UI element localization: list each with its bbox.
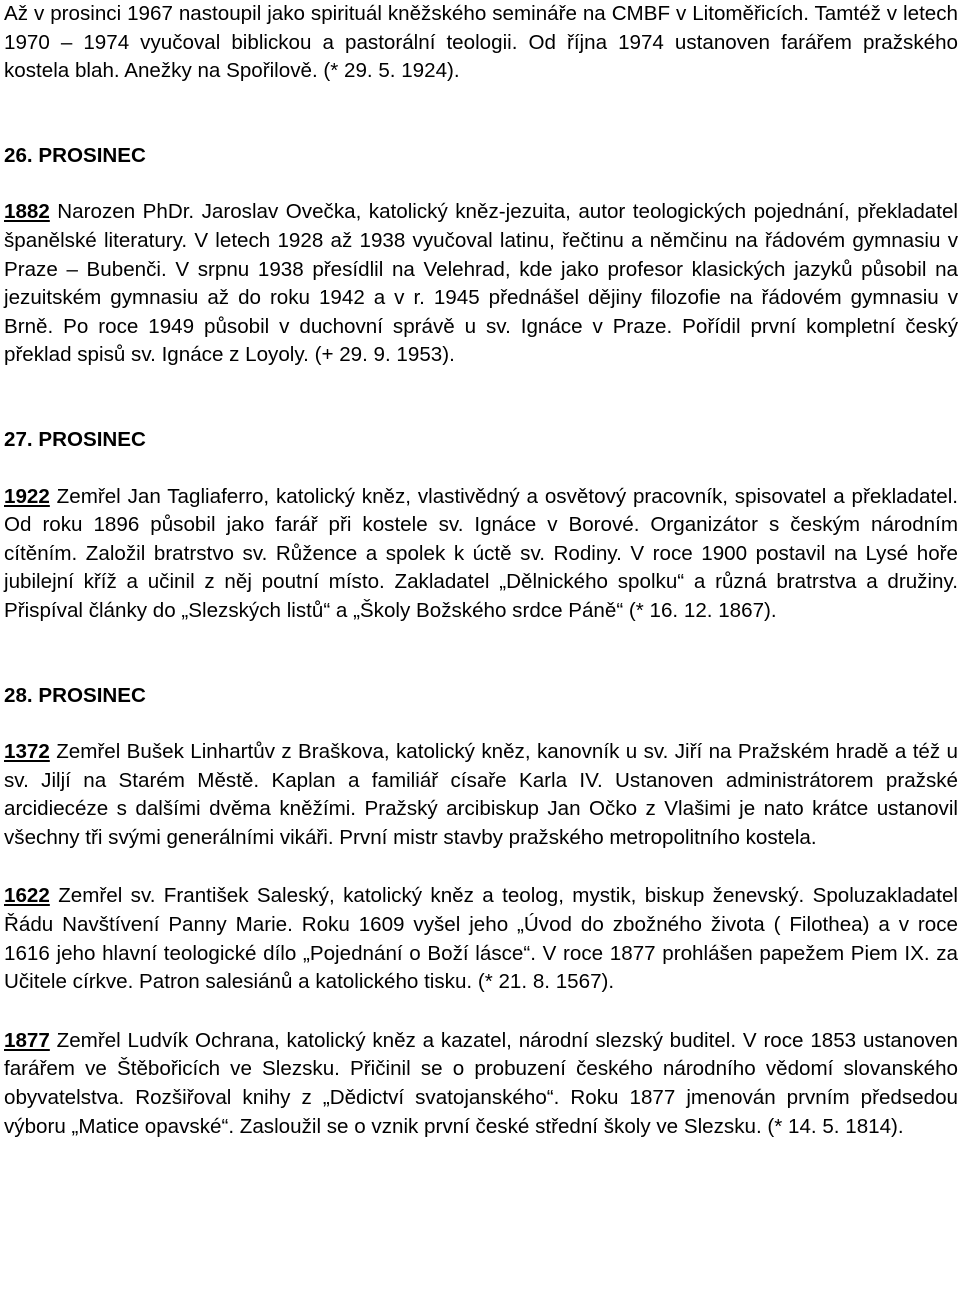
entry-paragraph — [4, 198, 958, 370]
intro-paragraph: Až v prosinci 1967 nastoupil jako spirituál kněžského semináře na CMBF v Litoměřicích. Tamtéž v letech 1970 – 1974 vyučoval biblickou a pastorální teologii. Od října 1974 ustanoven farářem pražského kostela blah. Anežky na Spořilově. (* 29. 5. 1924). — [4, 2, 958, 83]
entry-text: Zemřel sv. František Saleský, katolický kněz a teolog, mystik, biskup ženevský. Spoluzakladatel Řádu Navštívení Panny Marie. Roku 1609 vyšel jeho „Úvod do zbožného života ( Filothea) a v roce 1616 jeho hlavní teologické dílo „Pojednání o Boží lásce“. V roce 1877 prohlášen papežem Piem IX. za Učitele církve. Patron salesiánů a katolického tisku. (* 21. 8. 1567). — [4, 884, 958, 994]
section-27-prosinec — [4, 426, 958, 626]
section-spacer — [4, 626, 958, 682]
entry-spacer — [4, 997, 958, 1027]
heading-spacer — [4, 170, 958, 198]
section-26-prosinec — [4, 142, 958, 370]
section-28-prosinec — [4, 682, 958, 1142]
section-heading: 28. PROSINEC — [4, 683, 146, 707]
entry-year: 1922 — [4, 484, 50, 508]
heading-spacer — [4, 710, 958, 738]
entry-paragraph — [4, 882, 958, 996]
entry-text: Narozen PhDr. Jaroslav Ovečka, katolický kněz-jezuita, autor teologických pojednání, překladatel španělské literatury. V letech 1928 až 1938 vyučoval latinu, řečtinu a němčinu na řádovém gymnasiu v Praze – Bubenči. V srpnu 1938 přesídlil na Velehrad, kde jako profesor klasických jazyků působil na jezuitském gymnasiu až do roku 1942 a v r. 1945 přednášel dějiny filozofie na řádovém gymnasiu v Brně. Po roce 1949 působil v duchovní správě u sv. Ignáce v Praze. Pořídil první kompletní český překlad spisů sv. Ignáce z Loyoly. (+ 29. 9. 1953). — [4, 200, 958, 367]
entry-year: 1622 — [4, 884, 50, 908]
entry-paragraph — [4, 738, 958, 852]
section-spacer — [4, 370, 958, 426]
section-spacer — [4, 86, 958, 142]
section-heading: 26. PROSINEC — [4, 143, 146, 167]
entry-text: Zemřel Jan Tagliaferro, katolický kněz, vlastivědný a osvětový pracovník, spisovatel a překladatel. Od roku 1896 působil jako farář při kostele sv. Ignáce v Borové. Organizátor s českým národním cítěním. Založil bratrstvo sv. Růžence a spolek k úctě sv. Rodiny. V roce 1900 postavil na Lysé hoře jubilejní kříž a učinil z něj poutní místo. Zakladatel „Dělnického spolku“ a různá bratrstva a družiny. Přispíval články do „Slezských listů“ a „Školy Božského srdce Páně“ (* 16. 12. 1867). — [4, 484, 958, 622]
entry-year: 1372 — [4, 740, 50, 764]
heading-spacer — [4, 455, 958, 483]
entry-paragraph — [4, 1027, 958, 1141]
section-heading: 27. PROSINEC — [4, 427, 146, 451]
entry-text: Zemřel Ludvík Ochrana, katolický kněz a kazatel, národní slezský buditel. V roce 1853 ustanoven farářem ve Štěbořicích ve Slezsku. Přičinil se o probuzení českého národního vědomí slovanského obyvatelstva. Rozšiřoval knihy z „Dědictví svatojanského“. Roku 1877 jmenován prvním předsedou výboru „Matice opavské“. Zasloužil se o vznik první české střední školy ve Slezsku. (* 14. 5. 1814). — [4, 1028, 958, 1138]
entry-spacer — [4, 852, 958, 882]
entry-year: 1877 — [4, 1028, 50, 1052]
document-page — [4, 0, 958, 1141]
entry-text: Zemřel Bušek Linhartův z Braškova, katolický kněz, kanovník u sv. Jiří na Pražském hradě a též u sv. Jiljí na Starém Městě. Kaplan a familiář císaře Karla IV. Ustanoven administrátorem pražské arcidiecéze s dalšími dvěma kněžími. Pražský arcibiskup Jan Očko z Vlašimi je nato krátce ustanovil všechny tři svými generálními vikáři. První mistr stavby pražského metropolitního kostela. — [4, 740, 958, 849]
entry-paragraph — [4, 483, 958, 626]
entry-year: 1882 — [4, 200, 50, 224]
